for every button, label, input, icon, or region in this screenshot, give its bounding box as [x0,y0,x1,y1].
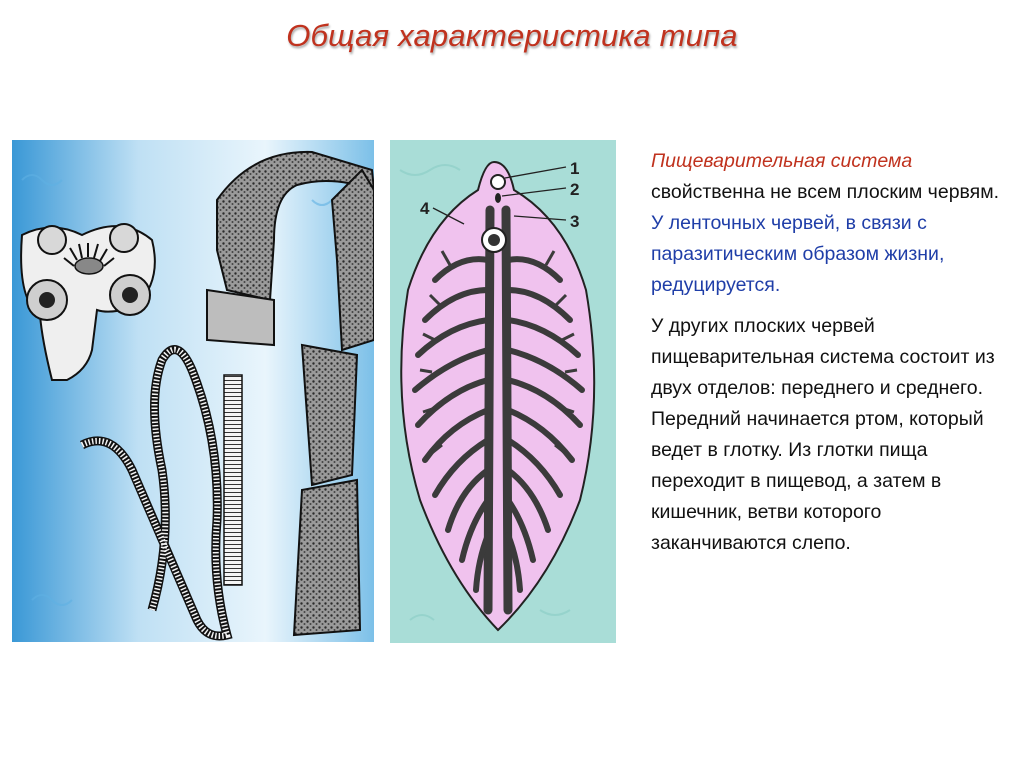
text-block [651,146,1001,559]
tapeworm-illustration-icon [12,140,374,642]
paragraph-1-blue: У ленточных червей, в связи с паразитическим образом жизни, редуцируется. [651,212,945,296]
label-3: 3 [570,212,580,231]
paragraph-1-red: Пищеварительная система [651,150,913,172]
label-1: 1 [570,159,580,178]
tapeworm-figure [12,140,374,642]
label-2: 2 [570,180,580,199]
slide-title: Общая характеристика типа [286,18,738,53]
label-4: 4 [420,199,430,218]
paragraph-1-black: свойственна не всем плоским червям. [651,181,1000,203]
fluke-digestive-system-illustration-icon [390,140,616,643]
paragraph-1 [651,146,1001,301]
paragraph-2: У других плоских червей пищеварительная система состоит из двух отделов: переднего и среднего. Передний начинается ртом, который ведет в глотку. Из глотки пища переходит в пищевод, а затем в кишечник, ветви которого заканчиваются слепо. [651,315,995,554]
fluke-figure [390,140,616,643]
